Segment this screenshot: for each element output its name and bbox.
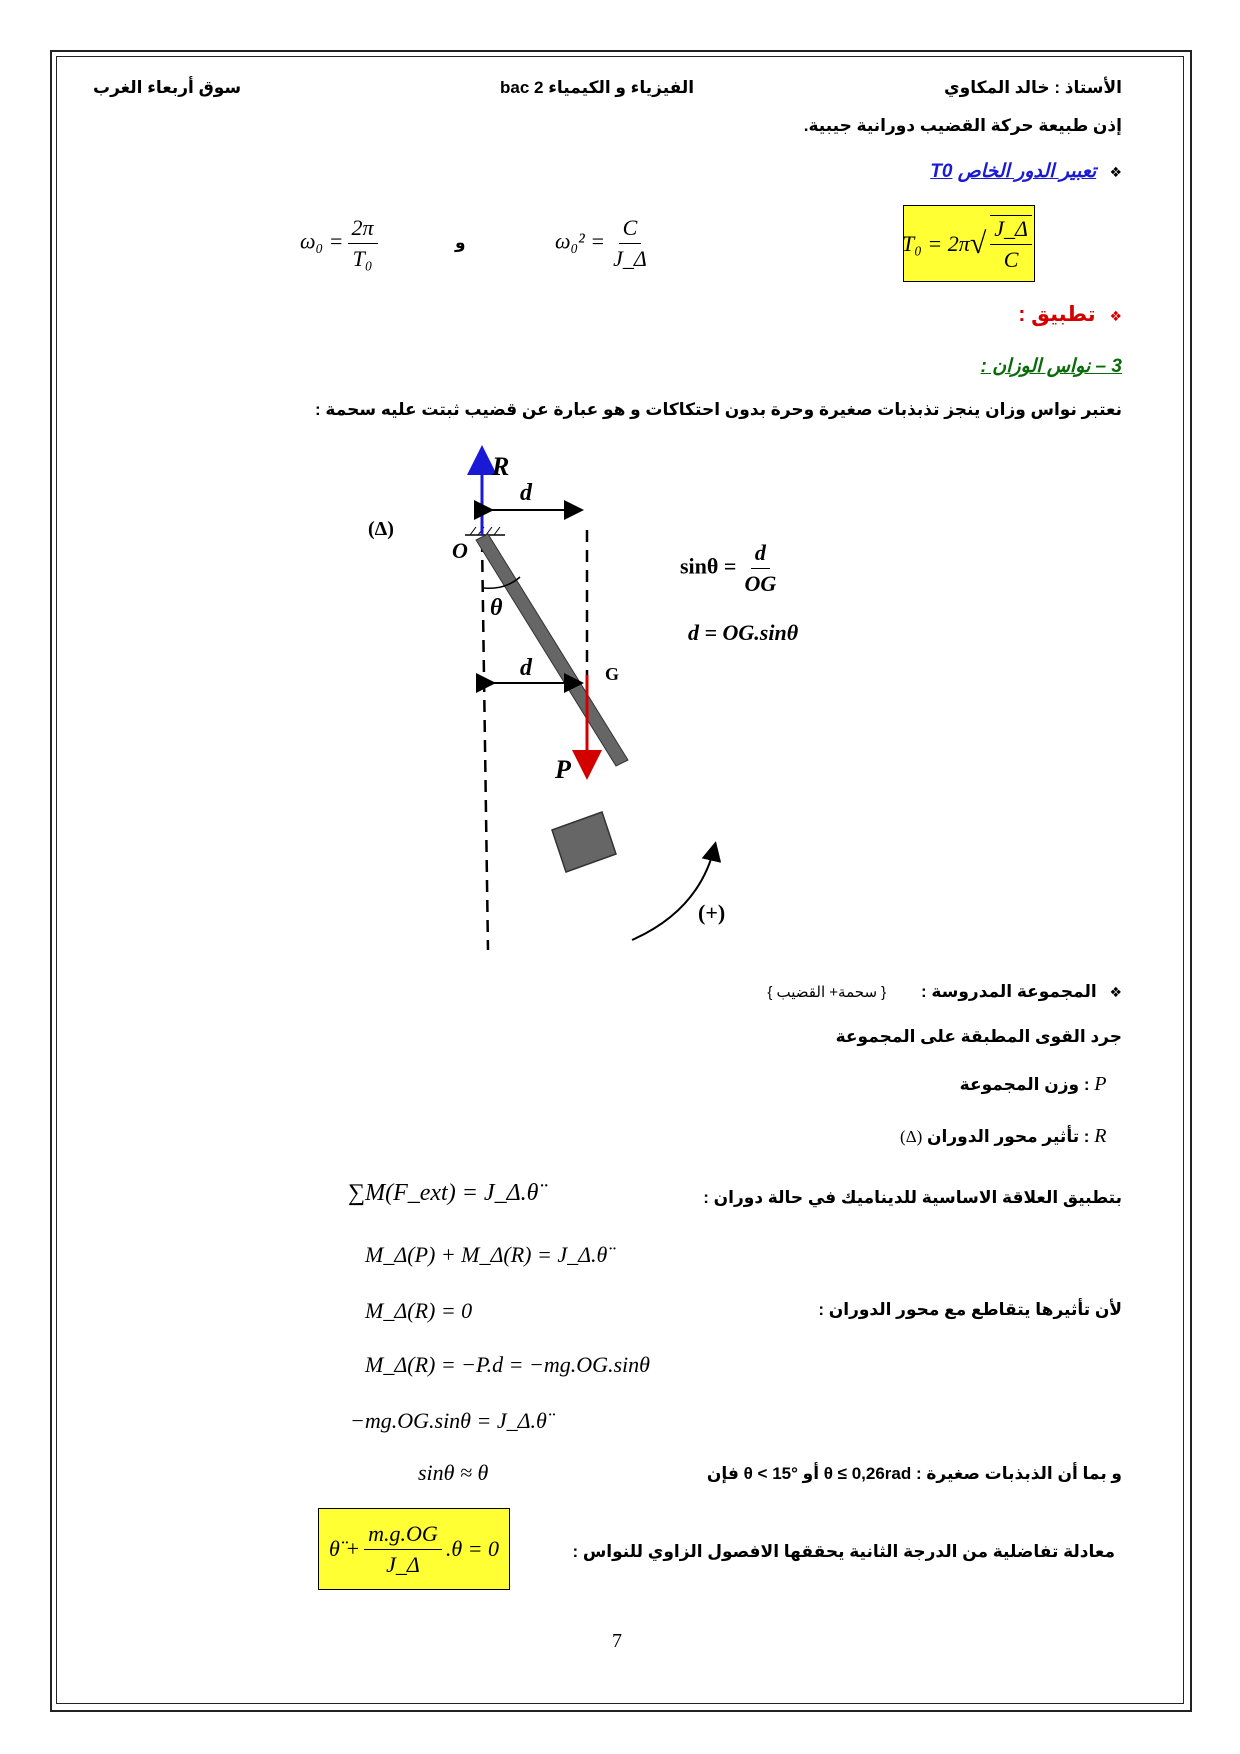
label-P: P <box>555 755 571 784</box>
sin-theta-equation: sinθ = $\frac{d}{OG}$ <box>680 540 777 596</box>
label-R: R <box>492 452 510 481</box>
period-heading <box>930 160 1122 183</box>
force-R-text: : تأثير محور الدوران <box>927 1127 1090 1146</box>
equation-3: M_Δ(R) = 0 <box>365 1298 473 1323</box>
diamond-bullet-icon: ❖ <box>1109 164 1122 180</box>
force-P-line: P⃗ : وزن المجموعة <box>959 1073 1122 1095</box>
equation-2: M_Δ(P) + M_Δ(R) = J_Δ.θ̈ <box>365 1242 608 1267</box>
pendulum-figure <box>368 440 840 960</box>
application-heading <box>1018 302 1122 327</box>
label-axis: (Δ) <box>368 518 394 540</box>
differential-text: معادلة تفاضلية من الدرجة الثانية يحققها الافصول الزاوي للنواس : <box>572 1542 1115 1561</box>
label-O: O <box>452 538 468 563</box>
force-P-text: : وزن المجموعة <box>959 1075 1090 1094</box>
system-label: المجموعة المدروسة : <box>920 982 1097 1001</box>
label-G: G <box>605 664 620 684</box>
force-R-axis: (Δ) <box>900 1127 923 1146</box>
label-d-top: d <box>520 480 532 506</box>
rod <box>476 534 628 766</box>
diamond-bullet-icon: ❖ <box>1109 308 1122 324</box>
omega-formula: ω₀ = $\frac{2\pi}{\text{T₀}}$ <box>300 215 382 272</box>
period-formula-box: T₀ = 2π √ $\frac{J\_\Delta}{C}$ <box>903 205 1035 282</box>
diamond-bullet-icon: ❖ <box>1109 984 1122 1000</box>
dynamics-text: بتطبيق العلاقة الاساسية للديناميك في حالة دوران : <box>703 1188 1122 1207</box>
intro-line: إذن طبيعة حركة القضيب دورانية جيبية. <box>803 116 1122 135</box>
omega-squared-formula: ω₀² = $\frac{C}{J\_\Delta}$ <box>555 215 647 271</box>
vertical-dashed-line <box>482 540 488 950</box>
forces-title: جرد القوى المطبقة على المجموعة <box>835 1027 1122 1046</box>
period-title: تعبير الدور الخاص <box>957 161 1097 182</box>
equation-6: sinθ ≈ θ <box>418 1460 489 1485</box>
equation-1: ∑M(F_ext) = J_Δ.θ̈ <box>348 1180 539 1206</box>
label-theta: θ <box>490 595 503 621</box>
header-school: سوق أربعاء الغرب <box>93 78 242 97</box>
period-symbol: T0 <box>930 161 953 182</box>
rotation-direction-arrow <box>632 845 715 940</box>
equation-4: M_Δ(R) = −P.d = −mg.OG.sinθ <box>365 1352 650 1377</box>
and-word: و <box>455 233 466 252</box>
equation-5: −mg.OG.sinθ = J_Δ.θ̈ <box>350 1408 547 1433</box>
header-teacher: الأستاذ : خالد المكاوي <box>944 78 1122 97</box>
system-value: { سحمة+ القضيب } <box>767 984 887 1001</box>
application-title: تطبيق : <box>1018 303 1096 326</box>
page-number: 7 <box>612 1630 622 1652</box>
d-equation: d = OG.sinθ <box>688 620 799 645</box>
pendulum-mass <box>552 812 616 872</box>
force-R-line: R⃗ : تأثير محور الدوران (Δ) <box>900 1125 1122 1147</box>
label-plus: (+) <box>698 900 726 925</box>
intersect-text: لأن تأثيرها يتقاطع مع محور الدوران : <box>818 1300 1122 1319</box>
label-d-mid: d <box>520 655 532 681</box>
final-equation-box: θ̈ + $\frac{m.g.OG}{J\_\Delta}$ .θ = 0 <box>318 1508 510 1590</box>
section-intro: نعتبر نواس وزان ينجز تذبذبات صغيرة وحرة بدون احتكاكات و هو عبارة عن قضيب ثبتت عليه سحمة : <box>315 400 1122 419</box>
system-line <box>767 982 1122 1002</box>
section-title: 3 – نواس الوزان : <box>980 356 1122 377</box>
small-oscillation-text: و بما أن الذبذبات صغيرة : θ ≤ 0,26rad أو θ < 15° فإن <box>706 1464 1122 1483</box>
header-subject: الفيزياء و الكيمياء 2 bac <box>500 78 695 97</box>
pivot-hatch <box>470 527 500 535</box>
